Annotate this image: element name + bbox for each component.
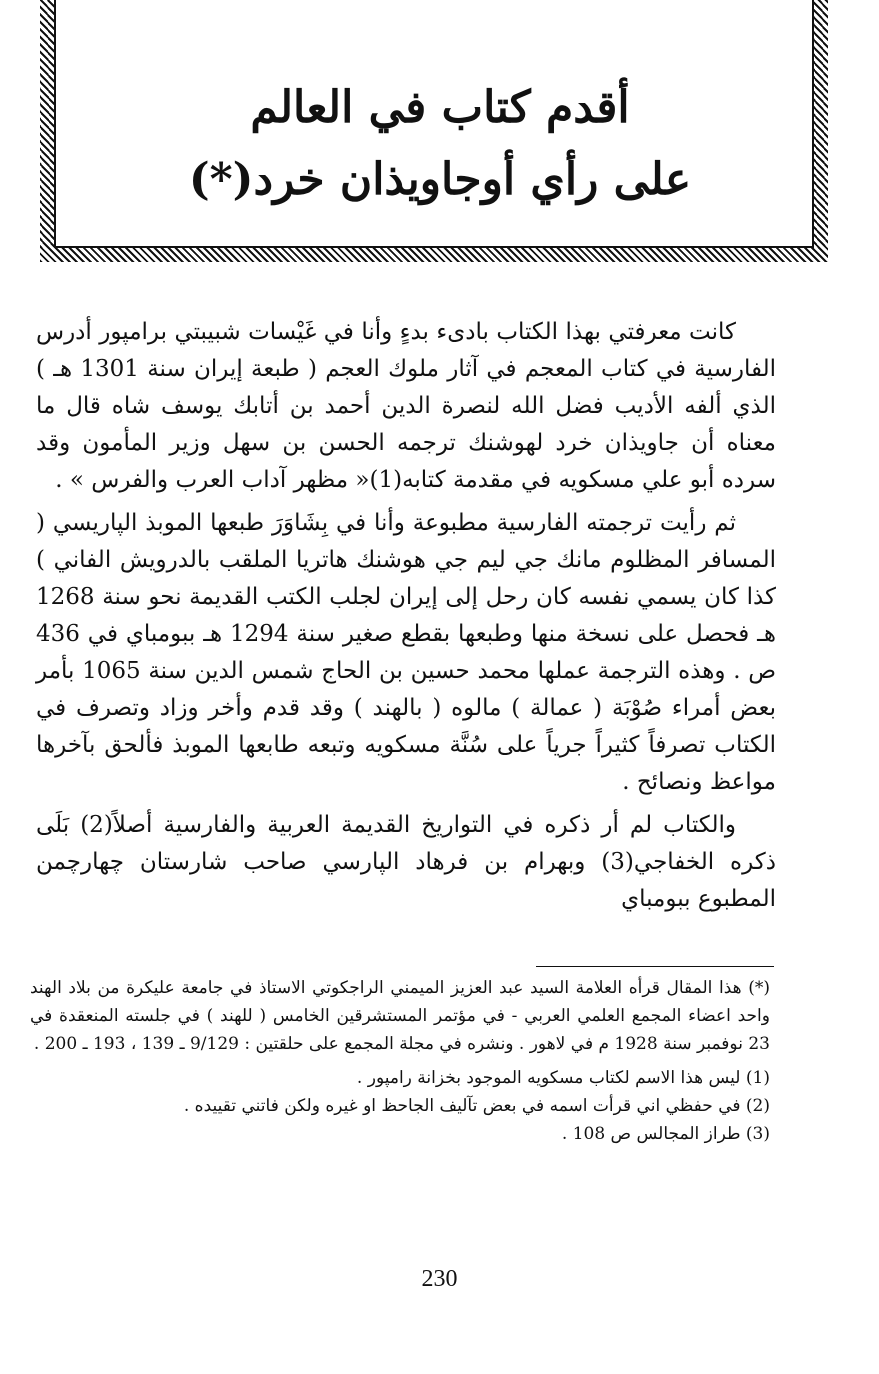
footnotes [30, 974, 770, 1148]
title-line-2: على رأي أوجاويذان خرد(*) [188, 154, 692, 205]
paragraph-2: ثم رأيت ترجمته الفارسية مطبوعة وأنا في بِشَاوَرَ طبعها الموبذ الپاريسي ( المسافر المظلوم مانك جي ليم جي هوشنك هاتريا الملقب بالدرويش الفاني ) كذا كان يسمي نفسه كان رحل إلى إيران لجلب الكتب القديمة نحو سنة 1268 هـ فحصل على نسخة منها وطبعها بقطع صغير سنة 1294 هـ ببومباي في 436 ص . وهذه الترجمة عملها محمد حسين بن الحاج شمس الدين سنة 1065 بأمر بعض أمراء صُوْبَة ( عمالة ) مالوه ( بالهند ) وقد قدم وأخر وزاد وتصرف في الكتاب تصرفاً كثيراً جرياً على سُنَّة مسكويه وتبعه طابعها الموبذ فألحق بآخرها مواعظ ونصائح . [36, 510, 776, 795]
body-text [36, 314, 776, 918]
footnote-separator [536, 966, 774, 967]
page-number: 230 [421, 1266, 458, 1292]
title-line-1: أقدم كتاب في العالم [250, 82, 630, 133]
footnote-3: (3) طراز المجالس ص 108 . [561, 1124, 770, 1144]
paragraph-3: والكتاب لم أر ذكره في التواريخ القديمة العربية والفارسية أصلاً(2) بَلَى ذكره الخفاجي(3) وبهرام بن فرهاد الپارسي صاحب شارستان چهارچمن المطبوع ببومباي [36, 812, 776, 912]
footnote-star: (*) هذا المقال قرأه العلامة السيد عبد العزيز الميمني الراجكوتي الاستاذ في جامعة عليكرة من بلاد الهند واحد اعضاء المجمع العلمي العربي - في مؤتمر المستشرقين الخامس ( للهند ) في جلسته المنعقدة في 23 نوفمبر سنة 1928 م في لاهور . ونشره في مجلة المجمع على حلقتين : 9/129 ـ 139 ، 193 ـ 200 . [30, 978, 770, 1054]
footnote-1: (1) ليس هذا الاسم لكتاب مسكويه الموجود بخزانة رامپور . [356, 1068, 770, 1088]
paragraph-1: كانت معرفتي بهذا الكتاب بادىء بدءٍ وأنا في غَيْسات شبيبتي برامپور أدرس الفارسية في كتاب المعجم في آثار ملوك العجم ( طبعة إيران سنة 1301 هـ ) الذي ألفه الأديب فضل الله لنصرة الدين أحمد بن أتابك يوسف شاه قال ما معناه أن جاويذان خرد لهوشنك ترجمه الحسن بن سهل وزير المأمون وقد سرده أبو علي مسكويه في مقدمة كتابه(1)« مظهر آداب العرب والفرس » . [36, 319, 776, 493]
footnote-2: (2) في حفظي اني قرأت اسمه في بعض تآليف الجاحظ او غيره ولكن فاتني تقييده . [183, 1096, 770, 1116]
